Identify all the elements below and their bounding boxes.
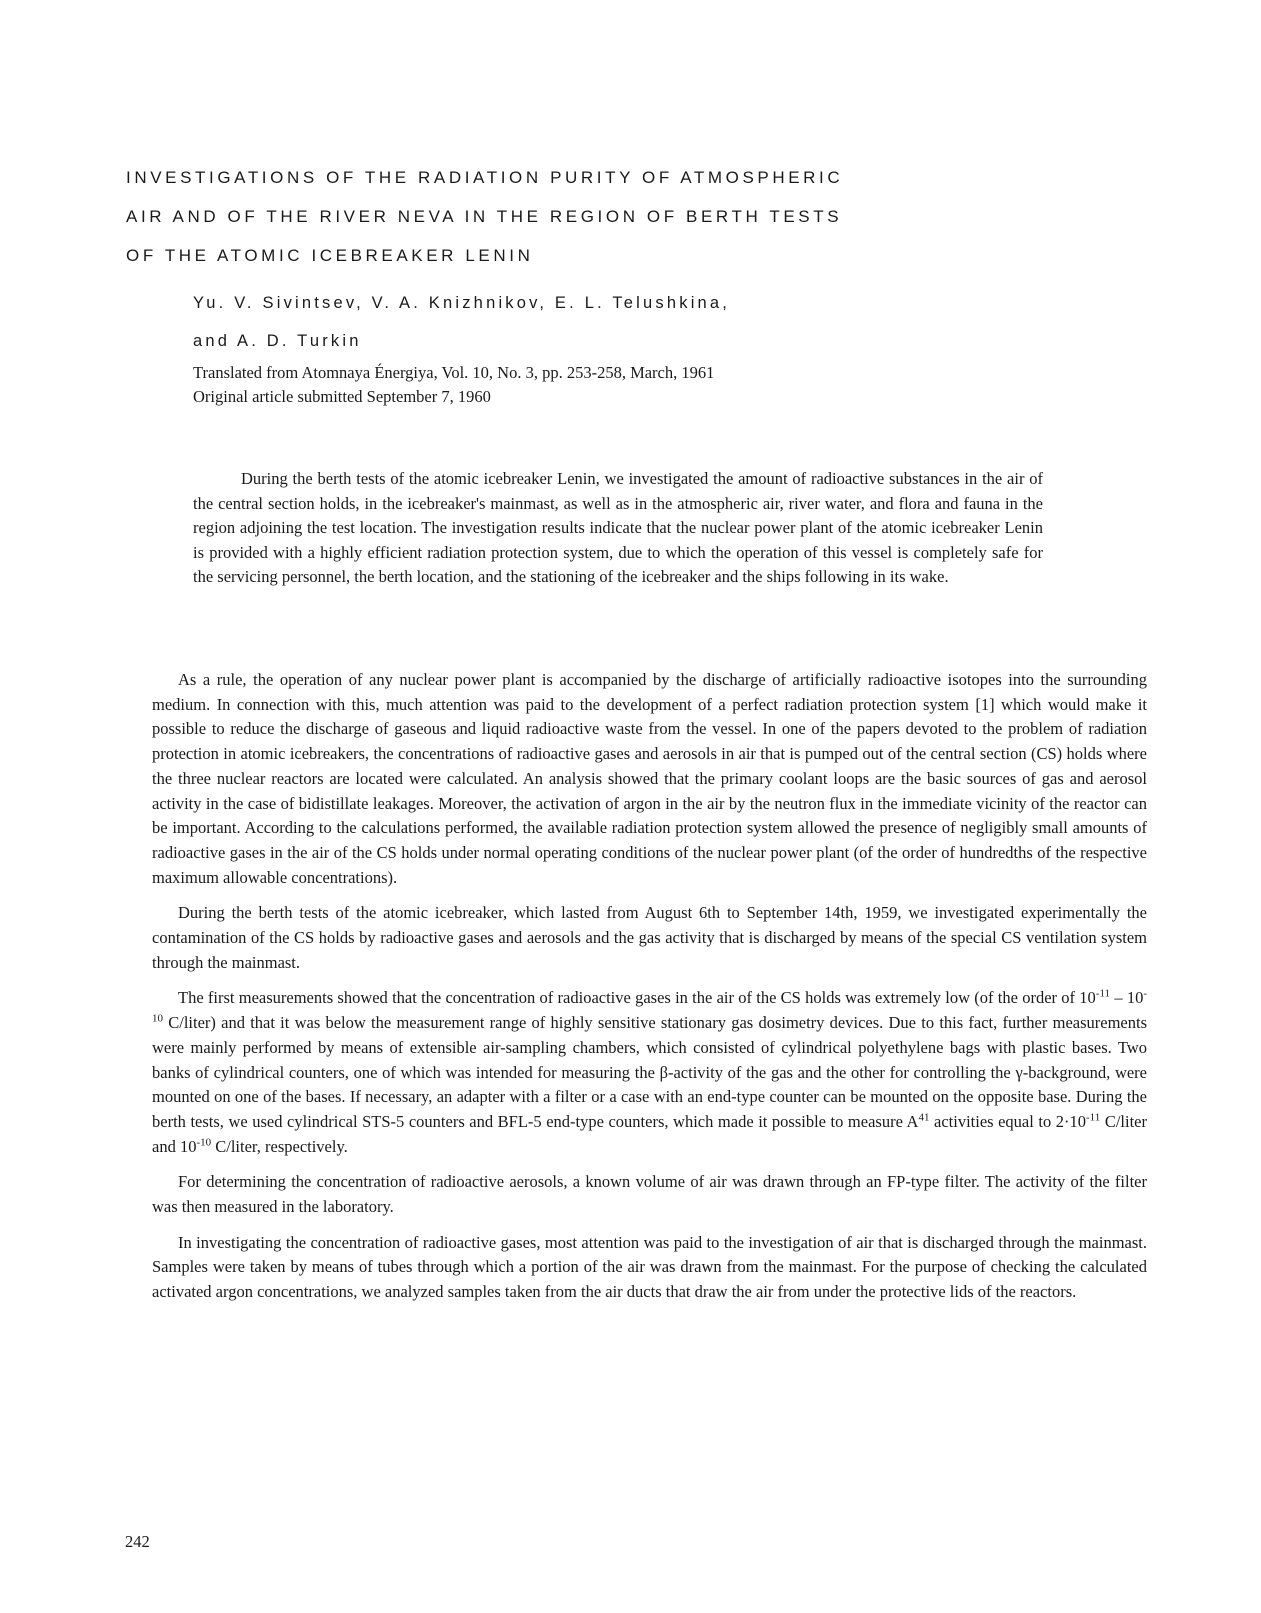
authors-line-1: Yu. V. Sivintsev, V. A. Knizhnikov, E. L. Telushkina, — [193, 294, 731, 312]
authors-line-2: and A. D. Turkin — [193, 332, 362, 350]
title-line-2: AIR AND OF THE RIVER NEVA IN THE REGION OF BERTH TESTS — [126, 207, 843, 226]
submission-date: Original article submitted September 7, 1960 — [193, 387, 491, 406]
paragraph-4: For determining the concentration of radioactive aerosols, a known volume of air was drawn through an FP-type filter. The activity of the filter was then measured in the laboratory. — [152, 1172, 1147, 1217]
paragraph-1: As a rule, the operation of any nuclear power plant is accompanied by the discharge of artificially radioactive isotopes into the surrounding medium. In connection with this, much attention was paid to the development of a perfect radiation protection system [1] which would make it possible to reduce the discharge of gaseous and liquid radioactive waste from the vessel. In one of the papers devoted to the problem of radiation protection in atomic icebreakers, the concentrations of radioactive gases and aerosols in air that is pumped out of the central section (CS) holds where the three nuclear reactors are located were calculated. An analysis showed that the primary coolant loops are the basic sources of gas and aerosol activity in the case of bidistillate leakages. Moreover, the activation of argon in the air by the neutron flux in the immediate vicinity of the reactor can be important. According to the calculations performed, the available radiation protection system allowed the presence of negligibly small amounts of radioactive gases in the air of the CS holds under normal operating conditions of the nuclear power plant (of the order of hundredths of the respective maximum allowable concentrations). — [152, 670, 1147, 887]
translation-source: Translated from Atomnaya Énergiya, Vol. 10, No. 3, pp. 253-258, March, 1961 — [193, 363, 715, 382]
abstract: During the berth tests of the atomic icebreaker Lenin, we investigated the amount of radioactive substances in the air of the central section holds, in the icebreaker's mainmast, as well as in the atmospheric air, river water, and flora and fauna in the region adjoining the test location. The investigation results indicate that the nuclear power plant of the atomic icebreaker Lenin is provided with a highly efficient radiation protection system, due to which the operation of this vessel is completely safe for the servicing personnel, the berth location, and the stationing of the icebreaker and the ships following in its wake. — [193, 469, 1043, 586]
source-info — [193, 361, 714, 409]
title-line-1: INVESTIGATIONS OF THE RADIATION PURITY OF ATMOSPHERIC — [126, 168, 844, 187]
page-number: 242 — [125, 1532, 150, 1551]
article-title — [126, 158, 1026, 275]
author-list — [193, 284, 730, 360]
article-body — [152, 668, 1147, 1316]
paragraph-3: The first measurements showed that the concentration of radioactive gases in the air of the CS holds was extremely low (of the order of $10^{-11} - 10^{-10}$ C/liter) and that it was below the measurement range of highly sensitive stationary gas dosimetry devices. Due to this fact, further measurements were mainly performed by means of extensible air-sampling chambers, which consisted of cylindrical polyethylene bags with plastic bases. Two banks of cylindrical counters, one of which was intended for measuring the β-activity of the gas and the other for controlling the γ-background, were mounted on one of the bases. If necessary, an adapter with a filter or a case with an end-type counter can be mounted on the opposite base. During the berth tests, we used cylindrical STS-5 counters and BFL-5 end-type counters, which made it possible to measure $A^{41}$ activities equal to $2\cdot 10^{-11}$ C/liter and $10^{-10}$ C/liter, respectively. — [152, 987, 1148, 1156]
paragraph-2: During the berth tests of the atomic icebreaker, which lasted from August 6th to September 14th, 1959, we investigated experimentally the contamination of the CS holds by radioactive gases and aerosols and the gas activity that is discharged by means of the special CS ventilation system through the mainmast. — [152, 903, 1147, 972]
title-line-3: OF THE ATOMIC ICEBREAKER LENIN — [126, 246, 534, 265]
paragraph-5: In investigating the concentration of radioactive gases, most attention was paid to the investigation of air that is discharged through the mainmast. Samples were taken by means of tubes through which a portion of the air was drawn from the mainmast. For the purpose of checking the calculated activated argon concentrations, we analyzed samples taken from the air ducts that draw the air from under the protective lids of the reactors. — [152, 1232, 1147, 1302]
